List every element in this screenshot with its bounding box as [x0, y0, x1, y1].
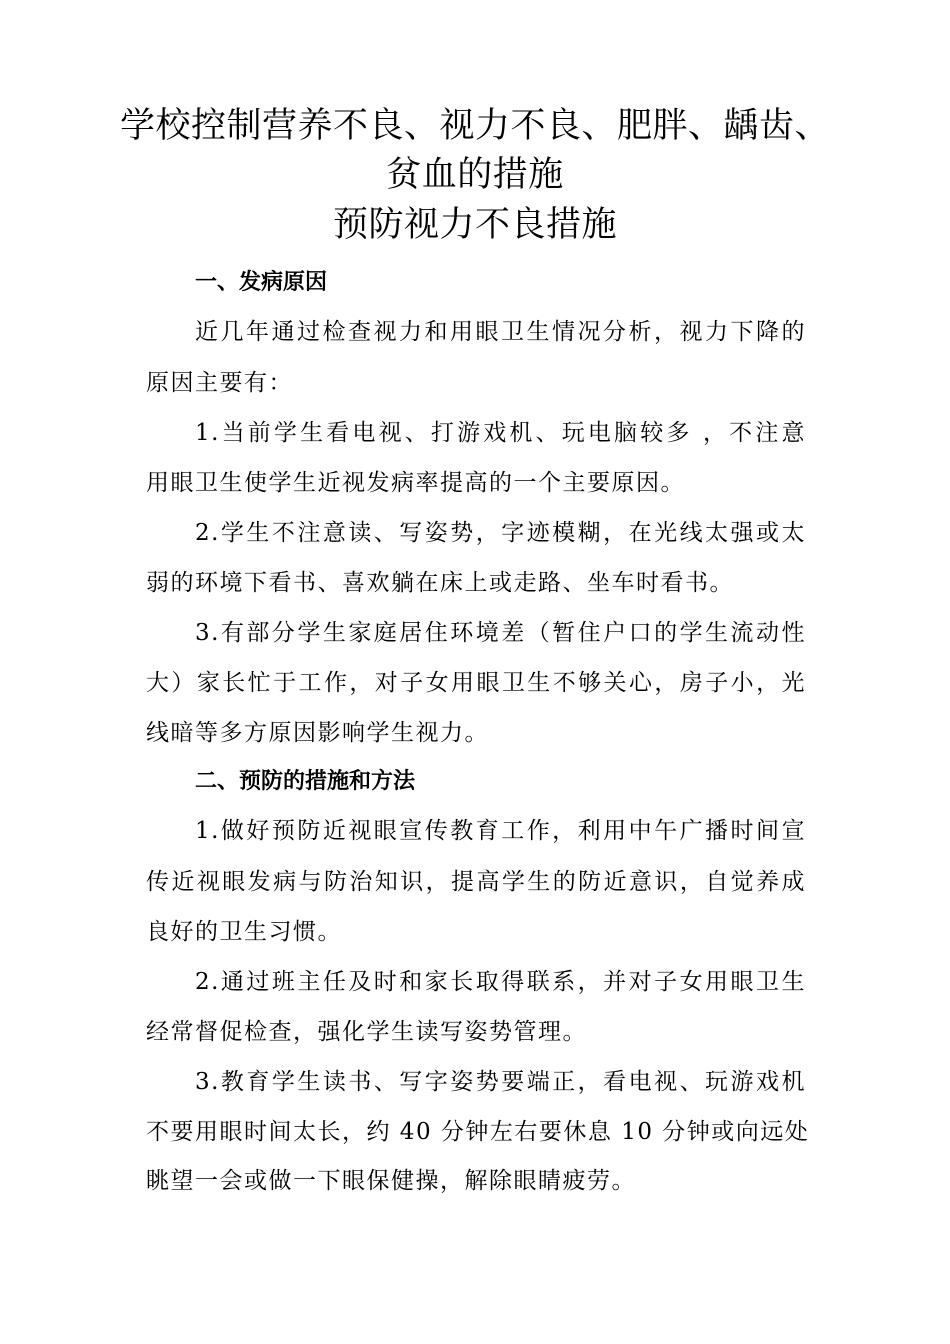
paragraph-line: 2.通过班主任及时和家长取得联系，并对子女用眼卫生	[195, 969, 806, 995]
paragraph-line: 眺望一会或做一下眼保健操，解除眼睛疲劳。	[146, 1168, 636, 1194]
paragraph-line: 3.教育学生读书、写字姿势要端正，看电视、玩游戏机	[195, 1069, 806, 1095]
paragraph-line: 2.学生不注意读、写姿势，字迹模糊，在光线太强或太	[195, 520, 806, 546]
paragraph-line: 近几年通过检查视力和用眼卫生情况分析，视力下降的	[195, 319, 806, 345]
paragraph-line: 线暗等多方原因影响学生视力。	[146, 720, 489, 746]
section-heading-measures: 二、预防的措施和方法	[195, 769, 416, 794]
paragraph-line: 用眼卫生使学生近视发病率提高的一个主要原因。	[146, 470, 685, 496]
document-title-line-2: 贫血的措施	[386, 155, 564, 195]
paragraph-line: 良好的卫生习惯。	[146, 919, 342, 945]
paragraph-line: 弱的环境下看书、喜欢躺在床上或走路、坐车时看书。	[146, 570, 734, 596]
paragraph-line: 原因主要有：	[146, 370, 293, 396]
document-subtitle: 预防视力不良措施	[332, 205, 617, 245]
paragraph-line: 1.做好预防近视眼宣传教育工作，利用中午广播时间宣	[195, 818, 806, 844]
paragraph-line: 1.当前学生看电视、打游戏机、玩电脑较多 ，不注意	[195, 420, 806, 446]
paragraph-line: 传近视眼发病与防治知识，提高学生的防近意识，自觉养成	[146, 869, 806, 895]
paragraph-line: 3.有部分学生家庭居住环境差（暂住户口的学生流动性	[195, 620, 806, 646]
document-title-line-1: 学校控制营养不良、视力不良、肥胖、龋齿、	[119, 106, 830, 146]
paragraph-line: 经常督促检查，强化学生读写姿势管理。	[146, 1019, 587, 1045]
paragraph-line: 大）家长忙于工作，对子女用眼卫生不够关心，房子小，光	[146, 670, 806, 696]
section-heading-causes: 一、发病原因	[195, 270, 328, 295]
paragraph-line: 不要用眼时间太长，约 40 分钟左右要休息 10 分钟或向远处	[146, 1119, 810, 1145]
